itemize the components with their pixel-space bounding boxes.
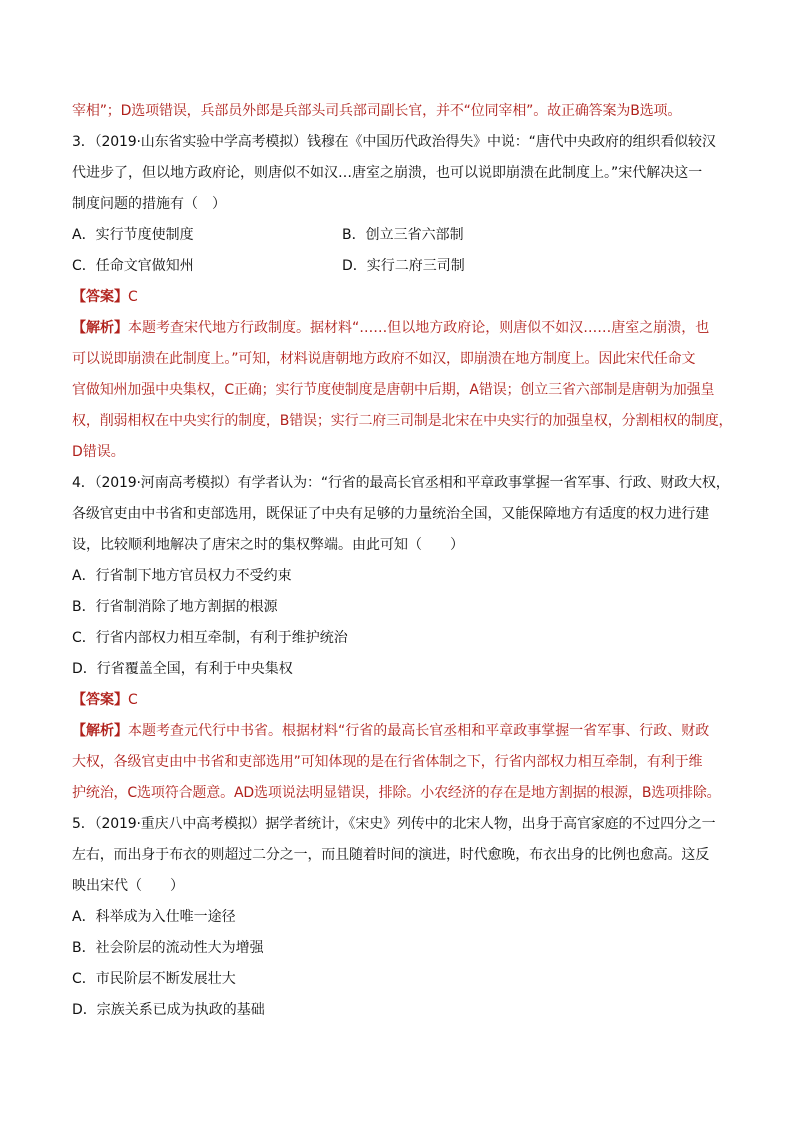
question-4-analysis-line-2: 大权，各级官吏由中书省和吏部选用”可知体现的是在行省体制之下，行省内部权力相互牵制，有利于维 [72, 754, 703, 770]
question-3-options-row-1 [72, 220, 732, 251]
question-3-option-a[interactable]: A．实行节度使制度 [72, 227, 194, 243]
answer-label: 【答案】 [72, 289, 128, 305]
question-5-option-c[interactable]: C．市民阶层不断发展壮大 [72, 971, 236, 987]
answer-value: C [128, 692, 138, 708]
question-5-option-a[interactable]: A．科举成为入仕唯一途径 [72, 909, 236, 925]
question-3-analysis-line-4: 权，削弱相权在中央实行的制度，B错误；实行二府三司制是北宋在中央实行的加强皇权，分割相权的制度， [72, 413, 733, 429]
question-3 [72, 127, 732, 468]
analysis-label: 【解析】 [72, 723, 128, 739]
question-4-option-c[interactable]: C．行省内部权力相互牵制，有利于维护统治 [72, 630, 348, 646]
question-4-answer [72, 685, 732, 716]
question-4-option-b[interactable]: B．行省制消除了地方割据的根源 [72, 599, 278, 615]
question-3-option-c[interactable]: C．任命文官做知州 [72, 258, 194, 274]
question-4-stem-line-2: 各级官吏由中书省和吏部选用，既保证了中央有足够的力量统治全国，又能保障地方有适度的权力进行建 [72, 506, 710, 522]
question-5-stem-line-2: 左右，而出身于布衣的则超过二分之一，而且随着时间的演进，时代愈晚，布衣出身的比例也愈高。这反 [72, 847, 710, 863]
question-3-stem-line-1: 3．（2019·山东省实验中学高考模拟）钱穆在《中国历代政治得失》中说：“唐代中央政府的组织看似较汉 [72, 134, 716, 150]
question-5-option-b[interactable]: B．社会阶层的流动性大为增强 [72, 940, 264, 956]
question-4-analysis-line-3: 护统治，C选项符合题意。AD选项说法明显错误，排除。小农经济的存在是地方割据的根源，B选项排除。 [72, 785, 721, 801]
question-3-analysis-line-3: 官做知州加强中央集权，C正确；实行节度使制度是唐朝中后期，A错误；创立三省六部制是唐朝为加强皇 [72, 382, 715, 398]
answer-label: 【答案】 [72, 692, 128, 708]
question-3-options-row-2 [72, 251, 732, 282]
previous-explanation-tail: 宰相”；D选项错误，兵部员外郎是兵部头司兵部司副长官，并不“位同宰相”。故正确答案为B选项。 [72, 103, 682, 119]
question-4-stem-line-1: 4．（2019·河南高考模拟）有学者认为：“行省的最高长官丞相和平章政事掌握一省军事、行政、财政大权， [72, 475, 730, 491]
question-5-option-d[interactable]: D．宗族关系已成为执政的基础 [72, 1002, 265, 1018]
question-3-answer [72, 282, 732, 313]
question-4-option-d[interactable]: D．行省覆盖全国，有利于中央集权 [72, 661, 293, 677]
analysis-label: 【解析】 [72, 320, 128, 336]
question-3-option-d[interactable]: D．实行二府三司制 [342, 258, 465, 274]
question-5-stem-line-1: 5．（2019·重庆八中高考模拟）据学者统计，《宋史》列传中的北宋人物，出身于高官家庭的不过四分之一 [72, 816, 716, 832]
question-3-stem-line-2: 代进步了，但以地方政府论，则唐似不如汉…唐室之崩溃，也可以说即崩溃在此制度上。”宋代解决这一 [72, 165, 703, 181]
question-3-analysis-line-5: D错误。 [72, 444, 125, 460]
question-4 [72, 468, 732, 809]
question-4-stem-line-3: 设，比较顺利地解决了唐宋之时的集权弊端。由此可知（ ） [72, 537, 464, 553]
question-5-stem-line-3: 映出宋代（ ） [72, 878, 184, 894]
question-3-analysis-line-1: 【解析】本题考查宋代地方行政制度。据材料“……但以地方政府论，则唐似不如汉……唐室之崩溃，也 [72, 320, 710, 336]
question-5 [72, 809, 732, 1026]
document-body [72, 96, 732, 1026]
question-3-stem-line-3: 制度问题的措施有（ ） [72, 196, 226, 212]
question-3-option-b[interactable]: B．创立三省六部制 [342, 227, 464, 243]
question-4-option-a[interactable]: A．行省制下地方官员权力不受约束 [72, 568, 292, 584]
question-4-analysis-line-1: 【解析】本题考查元代行中书省。根据材料“行省的最高长官丞相和平章政事掌握一省军事、行政、财政 [72, 723, 710, 739]
question-3-analysis-line-2: 可以说即崩溃在此制度上。”可知，材料说唐朝地方政府不如汉，即崩溃在地方制度上。因此宋代任命文 [72, 351, 696, 367]
answer-value: C [128, 289, 138, 305]
